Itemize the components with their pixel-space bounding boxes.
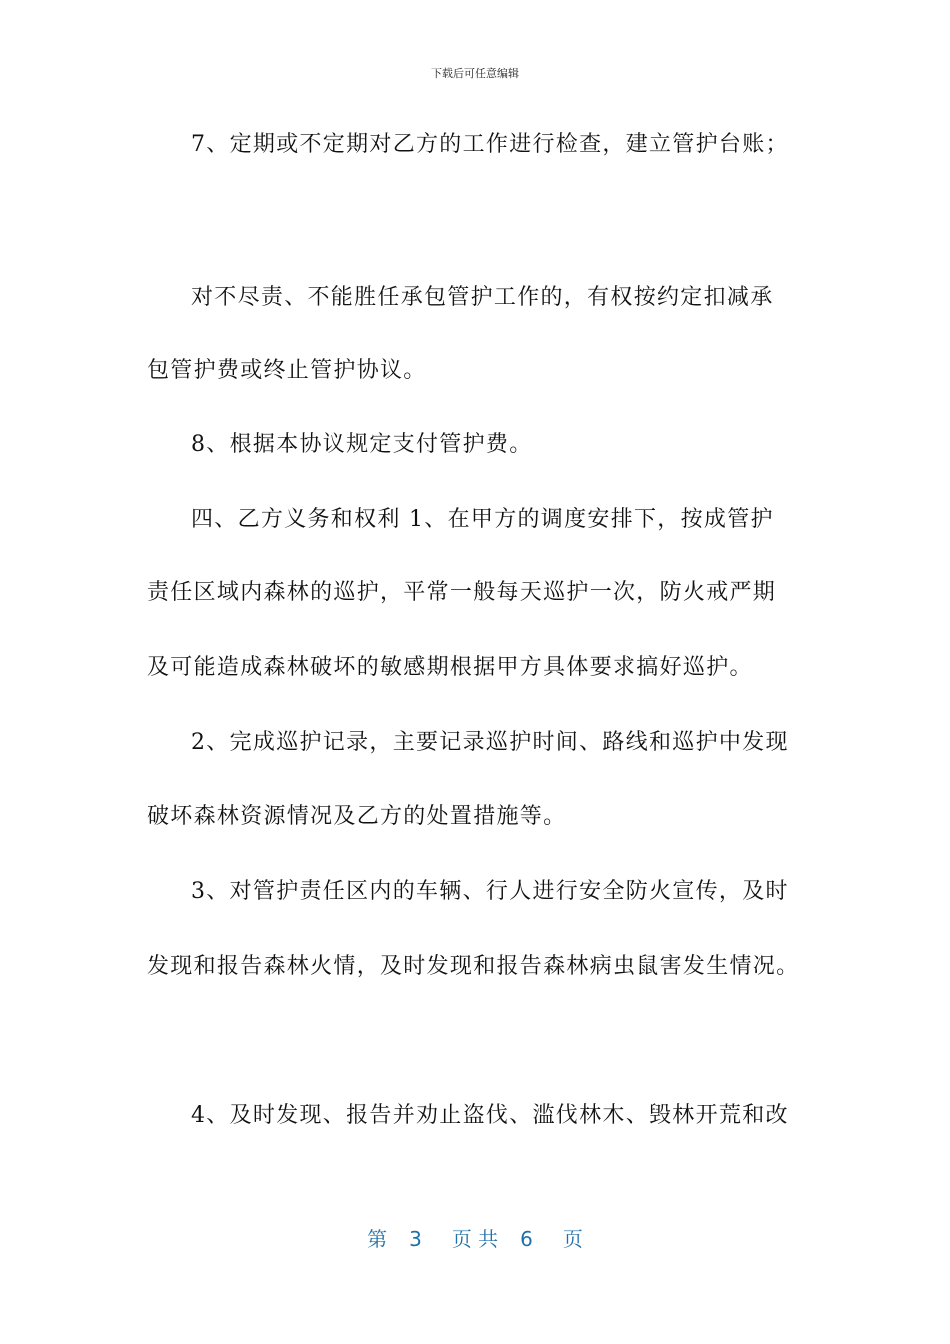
page-label: 第 [367, 1227, 388, 1251]
header-note: 下载后可任意编辑 [431, 67, 519, 80]
paragraph-line: 7、定期或不定期对乙方的工作进行检查，建立管护台账； [191, 132, 789, 157]
paragraph-line: 四、乙方义务和权利 1、在甲方的调度安排下，按成管护 [191, 507, 774, 532]
paragraph-line: 及可能造成森林破坏的敏感期根据甲方具体要求搞好巡护。 [147, 655, 753, 680]
page-footer [0, 1226, 950, 1252]
paragraph-line: 对不尽责、不能胜任承包管护工作的，有权按约定扣减承 [191, 285, 774, 310]
paragraph-line: 包管护费或终止管护协议。 [147, 358, 427, 383]
paragraph-line: 4、及时发现、报告并劝止盗伐、滥伐林木、毁林开荒和改 [191, 1103, 789, 1128]
total-pages-number: 6 [520, 1227, 533, 1251]
paragraph-line: 责任区域内森林的巡护，平常一般每天巡护一次，防火戒严期 [147, 580, 777, 605]
paragraph-line: 发现和报告森林火情，及时发现和报告森林病虫鼠害发生情况。 [147, 954, 800, 979]
paragraph-line: 3、对管护责任区内的车辆、行人进行安全防火宣传，及时 [191, 879, 789, 904]
current-page-number: 3 [409, 1227, 422, 1251]
page-total-label: 页 共 [451, 1227, 499, 1251]
paragraph-line: 2、完成巡护记录，主要记录巡护时间、路线和巡护中发现 [191, 730, 789, 755]
paragraph-line: 8、根据本协议规定支付管护费。 [191, 432, 533, 457]
page-suffix: 页 [562, 1227, 583, 1251]
paragraph-line: 破坏森林资源情况及乙方的处置措施等。 [147, 804, 567, 829]
